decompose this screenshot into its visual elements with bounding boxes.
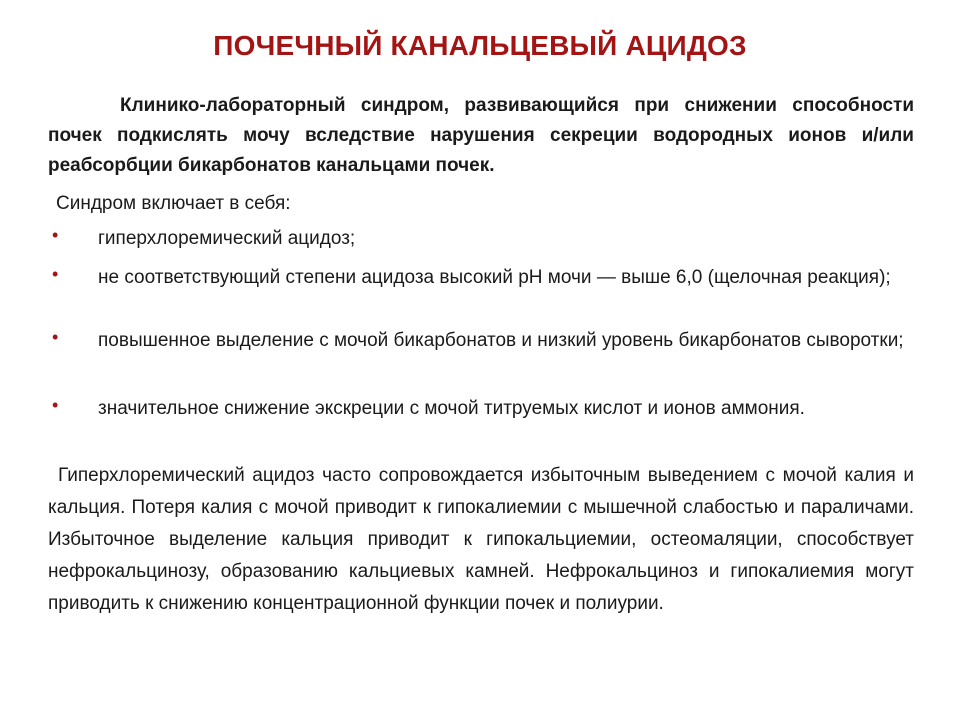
bullet-text: повышенное выделение с мочой бикарбонатов и низкий уровень бикарбонатов сыворотки;: [98, 330, 904, 351]
bullet-item: [52, 394, 914, 424]
bullet-text: гиперхлоремический ацидоз;: [98, 228, 356, 249]
slide-title: ПОЧЕЧНЫЙ КАНАЛЬЦЕВЫЙ АЦИДОЗ: [213, 30, 747, 61]
bullet-item: [52, 224, 914, 254]
summary-paragraph: Гиперхлоремический ацидоз часто сопровождается избыточным выведением с мочой калия и кальция. Потеря калия с мочой приводит к гипокалиемии с мышечной слабостью и параличами. Избыточное выделение кальция приводит к гипокальциемии, остеомаляции, способствует нефрокальцинозу, образованию кальциевых камней. Нефрокальциноз и гипокалиемия могут приводить к снижению концентрационной функции почек и полиурии.: [48, 465, 914, 614]
bullet-dot-icon: •: [52, 225, 59, 245]
intro-text: Синдром включает в себя:: [56, 193, 291, 214]
bullet-dot-icon: •: [52, 264, 59, 284]
bullet-item: [52, 326, 914, 356]
bullet-text: не соответствующий степени ацидоза высокий pH мочи — выше 6,0 (щелочная реакция);: [98, 267, 891, 288]
bullet-item: [52, 263, 914, 293]
bullet-dot-icon: •: [52, 395, 59, 415]
bullet-text: значительное снижение экскреции с мочой титруемых кислот и ионов аммония.: [98, 398, 805, 419]
bullet-dot-icon: •: [52, 327, 59, 347]
definition-paragraph: Клинико-лабораторный синдром, развивающийся при снижении способности почек подкислять мочу вследствие нарушения секреции водородных ионов и/или реабсорбции бикарбонатов канальцами почек.: [48, 95, 914, 176]
